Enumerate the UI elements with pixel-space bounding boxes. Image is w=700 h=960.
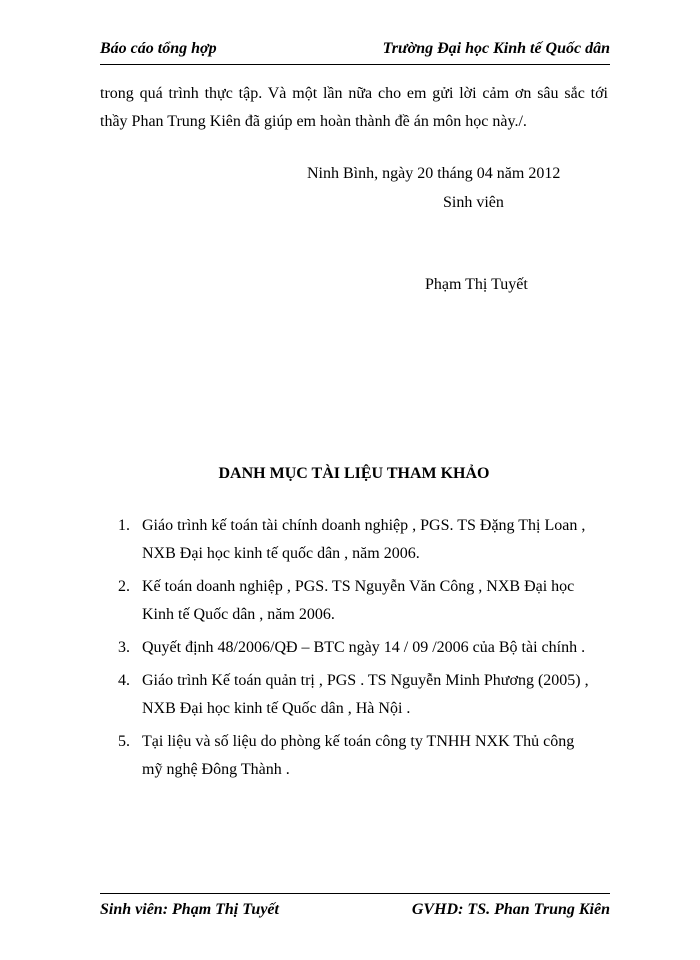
- header-report-title: Báo cáo tổng hợp: [100, 40, 217, 57]
- reference-line: mỹ nghệ Đông Thành .: [142, 761, 290, 778]
- header-university: Trường Đại học Kinh tế Quốc dân: [382, 40, 610, 57]
- reference-line: Kinh tế Quốc dân , năm 2006.: [142, 606, 335, 623]
- reference-line: Giáo trình Kế toán quản trị , PGS . TS Nguyễn Minh Phương (2005) ,: [142, 672, 589, 689]
- reference-number: 4.: [118, 672, 130, 689]
- signature-name: Phạm Thị Tuyết: [425, 276, 528, 293]
- reference-item: [118, 667, 608, 723]
- reference-line: Kế toán doanh nghiệp , PGS. TS Nguyễn Văn Công , NXB Đại học: [142, 578, 575, 595]
- reference-number: 2.: [118, 578, 130, 595]
- page-header: [100, 40, 610, 65]
- intro-line: trong quá trình thực tập. Và một lần nữa cho em gửi lời cảm ơn sâu sắc tới: [100, 85, 608, 102]
- intro-line: thầy Phan Trung Kiên đã giúp em hoàn thành đề án môn học này./.: [100, 113, 527, 130]
- reference-line: NXB Đại học kinh tế quốc dân , năm 2006.: [142, 545, 420, 562]
- page-footer: [100, 893, 610, 920]
- reference-item: [118, 512, 608, 568]
- reference-number: 3.: [118, 639, 130, 656]
- reference-line: Tại liệu và số liệu do phòng kế toán công ty TNHH NXK Thủ công: [142, 733, 575, 750]
- reference-item: [118, 634, 608, 662]
- reference-item: [118, 728, 608, 784]
- intro-paragraph: [100, 80, 608, 136]
- reference-number: 5.: [118, 733, 130, 750]
- references-list: [118, 512, 608, 789]
- footer-supervisor: GVHD: TS. Phan Trung Kiên: [411, 901, 610, 918]
- signature-role: Sinh viên: [443, 194, 504, 211]
- reference-line: NXB Đại học kinh tế Quốc dân , Hà Nội .: [142, 700, 411, 717]
- reference-line: Giáo trình kế toán tài chính doanh nghiệp , PGS. TS Đặng Thị Loan ,: [142, 517, 586, 534]
- footer-student: Sinh viên: Phạm Thị Tuyết: [100, 901, 279, 918]
- signature-place-date: Ninh Bình, ngày 20 tháng 04 năm 2012: [307, 165, 561, 182]
- reference-number: 1.: [118, 517, 130, 534]
- references-title: DANH MỤC TÀI LIỆU THAM KHẢO: [218, 465, 490, 482]
- reference-item: [118, 573, 608, 629]
- reference-line: Quyết định 48/2006/QĐ – BTC ngày 14 / 09 /2006 của Bộ tài chính .: [142, 639, 586, 656]
